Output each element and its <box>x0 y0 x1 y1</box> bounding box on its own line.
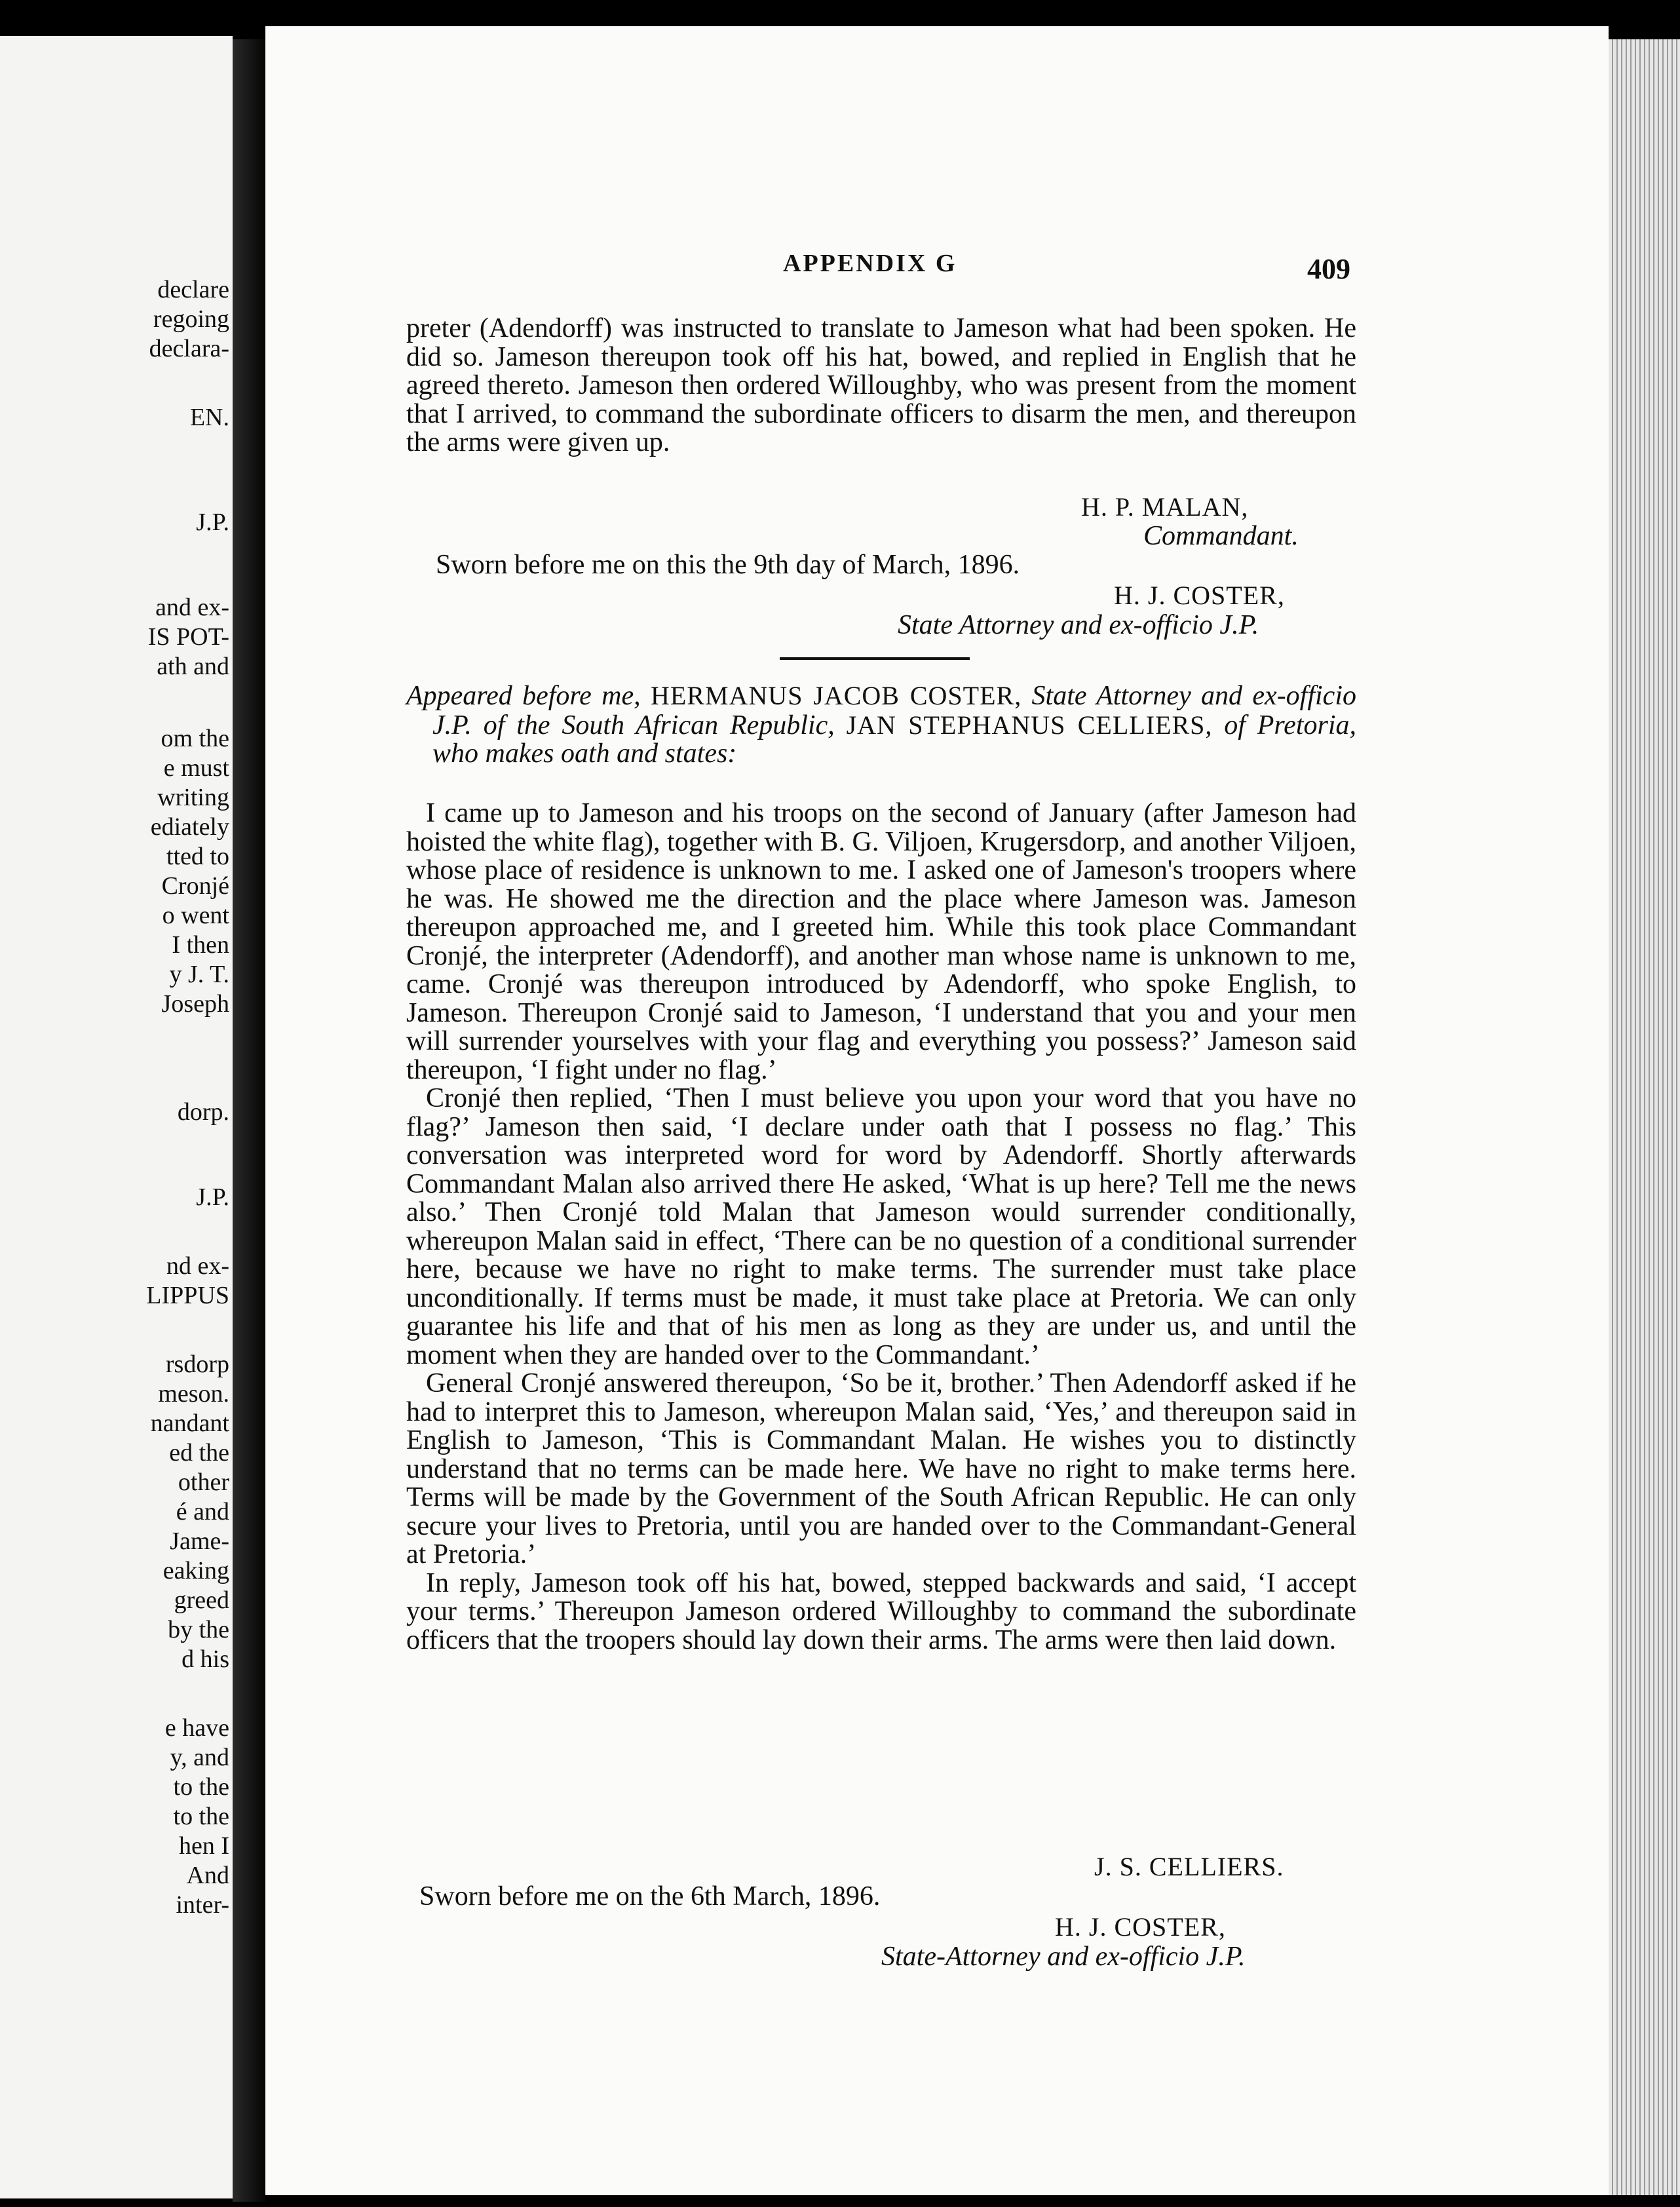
coster-signature-2: H. J. COSTER, <box>1055 1912 1226 1942</box>
left-page-text-fragment: EN. <box>189 404 229 431</box>
left-page-text-fragment: other <box>178 1468 229 1496</box>
left-page-text-fragment: tted to <box>166 843 229 870</box>
first-section-paragraph: preter (Adendorff) was instructed to translate to Jameson what had been spoken. He did so. Jameson thereupon took off his hat, bowed, and replied in English that he agreed thereto. Jameson then ordered Willoughby, who was present from the moment that I arrived, to command the subordinate officers to disarm the men, and thereupon the arms were given up. <box>406 313 1356 457</box>
malan-title: Commandant. <box>1143 521 1299 551</box>
coster-title-1: State Attorney and ex-officio J.P. <box>898 610 1259 640</box>
left-page-text-fragment: to the <box>173 1773 229 1801</box>
left-page-text-fragment: I then <box>172 931 229 959</box>
intro-paragraph <box>406 681 1356 769</box>
left-page-text-fragment: ath and <box>157 653 229 680</box>
left-page-text-fragment: LIPPUS <box>146 1282 229 1309</box>
left-page-text-fragment: d his <box>181 1645 229 1673</box>
first-sworn-line: Sworn before me on this the 9th day of March, 1896. <box>436 550 1020 580</box>
body-paragraph-4: In reply, Jameson took off his hat, bowed, stepped backwards and said, ‘I accept your terms.’ Thereupon Jameson ordered Willoughby to command the subordinate officers that the troopers should lay down their arms. The arms were then laid down. <box>406 1567 1356 1655</box>
left-page-text-fragment: by the <box>168 1616 229 1643</box>
left-page-text-fragment: rsdorp <box>165 1351 229 1378</box>
left-page-text-fragment: inter- <box>176 1891 229 1919</box>
left-page-text-fragment: Joseph <box>161 990 229 1018</box>
malan-signature: H. P. MALAN, <box>1081 492 1249 522</box>
left-page-text-fragment: ediately <box>150 813 229 841</box>
left-page-text-fragment: greed <box>174 1586 229 1614</box>
left-page-text-fragment: meson. <box>158 1380 229 1408</box>
left-page-text-fragment: o went <box>162 902 229 929</box>
left-page-text-fragment: e must <box>163 754 229 782</box>
left-page-text-fragment: Jame- <box>170 1527 229 1555</box>
left-page-text-fragment: om the <box>161 725 229 752</box>
running-header-title: APPENDIX G <box>783 250 957 277</box>
left-page-fragment <box>0 36 233 2198</box>
coster-signature-1: H. J. COSTER, <box>1114 581 1285 610</box>
left-page-text-fragment: eaking <box>162 1557 229 1584</box>
body-paragraph-2: Cronjé then replied, ‘Then I must believe you upon your word that you have no flag?’ Jameson then said, ‘I declare under oath that I possess no flag.’ This conversation was interpreted word for word by Adendorff. Shortly afterwards Commandant Malan also arrived there He asked, ‘What is up here? Tell me the news also.’ Then Cronjé told Malan that Jameson would surrender conditionally, whereupon Malan said in effect, ‘There can be no question of a conditional surrender here, because we have no right to make terms. The surrender must take place unconditionally. If terms must be made, it must take place at Pretoria. We can only guarantee his life and that of his men as long as they are under us, and until the moment when they are handed over to the Commandant.’ <box>406 1083 1356 1370</box>
left-page-text-fragment: declare <box>157 276 229 303</box>
intro-part-2: State Attorney and ex-officio J.P. of the South African Republic, <box>432 681 1356 740</box>
body-paragraph-3: General Cronjé answered thereupon, ‘So be it, brother.’ Then Adendorff asked if he had to interpret this to Jameson, whereupon Malan said, ‘Yes,’ and thereupon said in English to Jameson, ‘This is Commandant Malan. He wishes you to distinctly understand that no terms can be made here. We have no right to make terms here. Terms will be made by the Government of the South African Republic. He can only secure your lives to Pretoria, until you are handed over to the Commandant-General at Pretoria.’ <box>406 1368 1356 1569</box>
coster-title-2: State-Attorney and ex-officio J.P. <box>881 1942 1246 1972</box>
left-page-text-fragment: nd ex- <box>166 1252 229 1280</box>
left-page-text-fragment: ed the <box>169 1439 229 1467</box>
intro-part-1: Appeared before me, <box>406 681 641 711</box>
left-page-text-fragment: regoing <box>153 305 229 333</box>
left-page-text-fragment: y, and <box>170 1744 229 1771</box>
intro-name-coster: HERMANUS JACOB COSTER, <box>650 681 1022 710</box>
first-section-paragraph-block <box>406 315 1356 457</box>
intro-name-celliers: JAN STEPHANUS CELLIERS, <box>846 710 1213 740</box>
left-page-text-fragment: Cronjé <box>161 872 229 900</box>
left-page-text-fragment: J.P. <box>196 509 229 536</box>
section-divider <box>780 657 970 660</box>
left-page-text-fragment: and ex- <box>155 594 229 621</box>
book-gutter <box>233 39 265 2202</box>
left-page-text-fragment: nandant <box>150 1410 229 1437</box>
left-page-text-fragment: hen I <box>178 1832 229 1860</box>
left-page-text-fragment: And <box>186 1862 229 1889</box>
second-section-body <box>406 799 1356 1655</box>
intro-part-3: of Pretoria, who makes oath and states: <box>432 710 1357 769</box>
left-page-text-fragment: e have <box>164 1714 229 1742</box>
left-page-text-fragment: to the <box>173 1803 229 1830</box>
left-page-text-fragment: dorp. <box>177 1098 229 1126</box>
left-page-text-fragment: IS POT- <box>147 623 229 651</box>
celliers-signature: J. S. CELLIERS. <box>1094 1852 1284 1881</box>
left-page-text-fragment: writing <box>157 784 229 811</box>
left-page-text-fragment: y J. T. <box>169 961 229 988</box>
body-paragraph-1: I came up to Jameson and his troops on the second of January (after Jameson had hoisted the white flag), together with B. G. Viljoen, Krugersdorp, and another Viljoen, whose place of residence is unknown to me. I asked one of Jameson's troopers where he was. He showed me the direction and the place where Jameson was. Jameson thereupon approached me, and I greeted him. While this took place Commandant Cronjé, the interpreter (Adendorff), and another man whose name is unknown to me, came. Cronjé was thereupon introduced by Adendorff, who spoke English, to Jameson. Thereupon Cronjé said to Jameson, ‘I understand that you and your men will surrender yourselves with your flag and everything you possess?’ Jameson said thereupon, ‘I fight under no flag.’ <box>406 798 1356 1085</box>
left-page-text-fragment: J.P. <box>196 1183 229 1211</box>
second-sworn-line: Sworn before me on the 6th March, 1896. <box>419 1881 881 1911</box>
left-page-text-fragment: é and <box>176 1498 229 1526</box>
left-page-text-fragment: declara- <box>149 335 229 362</box>
page-edges <box>1609 39 1680 2195</box>
second-section-intro <box>406 681 1356 769</box>
page-number: 409 <box>1307 253 1350 285</box>
right-page <box>265 26 1609 2195</box>
